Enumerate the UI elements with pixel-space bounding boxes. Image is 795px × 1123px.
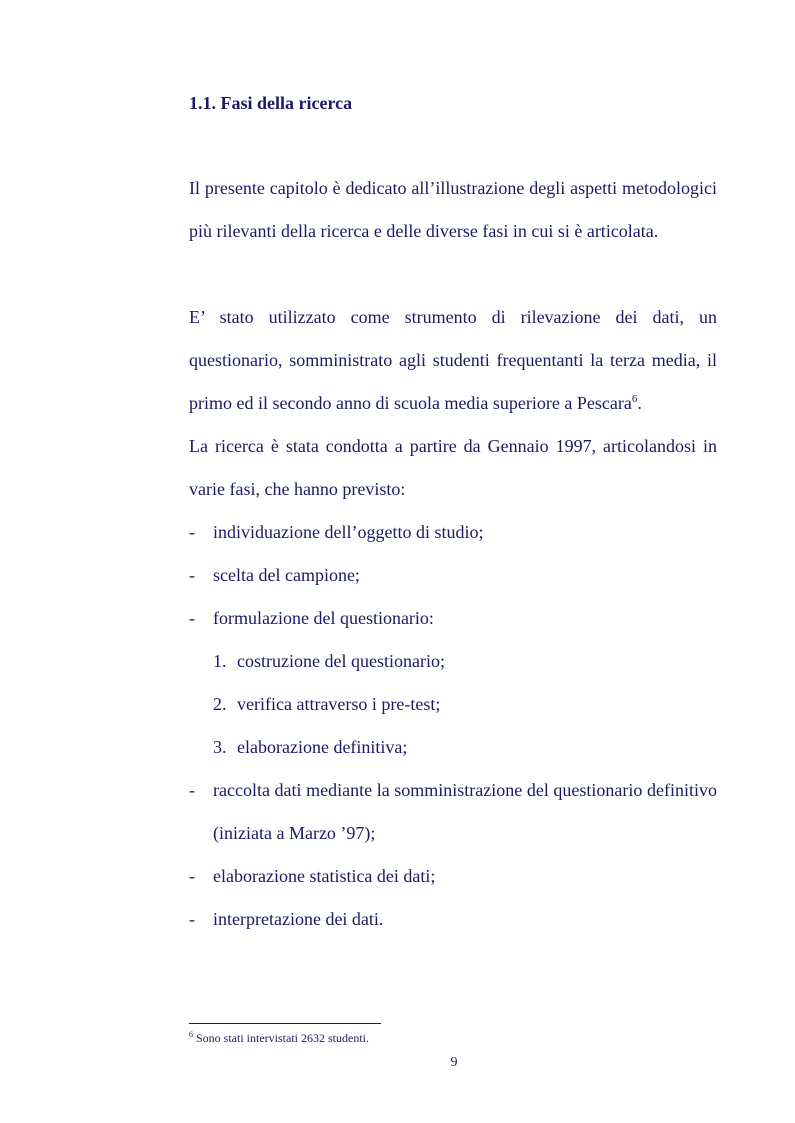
sub-list-text: costruzione del questionario; <box>237 651 445 671</box>
list-item <box>189 855 717 898</box>
method-text <box>189 296 717 425</box>
sub-list <box>213 640 717 769</box>
list-item-text: interpretazione dei dati. <box>213 909 384 929</box>
list-item <box>189 769 717 855</box>
phases-text: La ricerca è stata condotta a partire da Gennaio 1997, articolandosi in varie fasi, che hanno previsto: <box>189 436 717 499</box>
sub-list-number: 3. <box>213 737 227 757</box>
phases-list <box>189 511 717 941</box>
method-text-body: E’ stato utilizzato come strumento di rilevazione dei dati, un questionario, somministrato agli studenti frequentanti la terza media, il primo ed il secondo anno di scuola media superiore a Pescara <box>189 307 717 413</box>
list-item <box>189 554 717 597</box>
list-dash: - <box>189 780 195 800</box>
footnote-number: 6 <box>189 1030 193 1039</box>
sub-list-number: 1. <box>213 651 227 671</box>
list-item-text: individuazione dell’oggetto di studio; <box>213 522 484 542</box>
footnote-text: Sono stati intervistati 2632 studenti. <box>193 1031 369 1045</box>
method-text-end: . <box>637 393 642 413</box>
list-dash: - <box>189 608 195 628</box>
list-dash: - <box>189 522 195 542</box>
sub-list-item <box>213 683 717 726</box>
sub-list-item <box>213 726 717 769</box>
sub-list-text: elaborazione definitiva; <box>237 737 408 757</box>
list-dash: - <box>189 565 195 585</box>
sub-list-item <box>213 640 717 683</box>
intro-paragraph <box>189 167 717 253</box>
sub-list-number: 2. <box>213 694 227 714</box>
list-item-text: elaborazione statistica dei dati; <box>213 866 436 886</box>
phases-paragraph <box>189 425 717 511</box>
intro-text: Il presente capitolo è dedicato all’illustrazione degli aspetti metodologici più rilevanti della ricerca e delle diverse fasi in cui si è articolata. <box>189 178 717 241</box>
list-dash: - <box>189 909 195 929</box>
list-item <box>189 898 717 941</box>
list-item-text: scelta del campione; <box>213 565 360 585</box>
list-item-text: raccolta dati mediante la somministrazione del questionario definitivo (iniziata a Marzo ’97); <box>213 780 717 843</box>
list-dash: - <box>189 866 195 886</box>
method-paragraph <box>189 296 717 425</box>
section-heading: 1.1. Fasi della ricerca <box>189 93 353 113</box>
page-number: 9 <box>450 1055 458 1070</box>
footnote-rule <box>189 1023 381 1024</box>
sub-list-text: verifica attraverso i pre-test; <box>237 694 441 714</box>
footnote <box>189 1031 369 1046</box>
list-item <box>189 511 717 554</box>
list-item-text: formulazione del questionario: <box>213 608 434 628</box>
footnote-ref: 6 <box>631 393 638 405</box>
list-item <box>189 597 717 769</box>
